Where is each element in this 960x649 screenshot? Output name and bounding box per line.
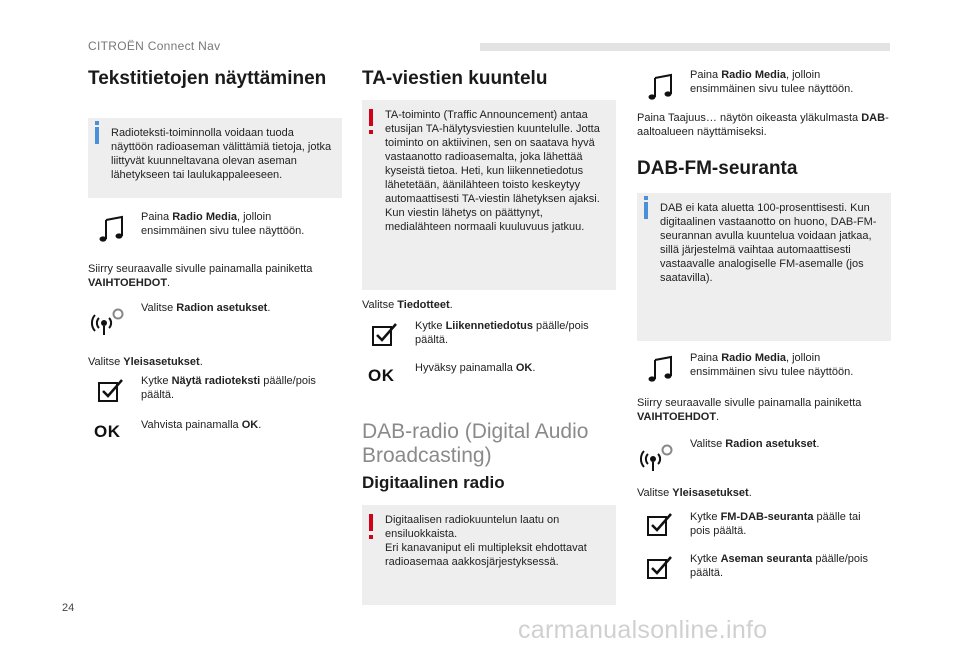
checkbox-icon xyxy=(370,320,406,350)
header-rule xyxy=(480,43,890,51)
step-station-follow: Kytke Aseman seuranta päälle/pois päältä. xyxy=(690,553,868,579)
header-brand: CITROËN Connect Nav xyxy=(88,39,221,53)
para-options: Siirry seuraavalle sivulle painamalla painiketta VAIHTOEHDOT. xyxy=(88,263,313,289)
step-radio-settings: Valitse Radion asetukset. xyxy=(690,438,820,450)
para-general-settings: Valitse Yleisasetukset. xyxy=(88,356,203,368)
step-show-radiotext: Kytke Näytä radioteksti päälle/pois päältä. xyxy=(141,375,316,401)
checkbox-icon xyxy=(645,553,681,583)
info-box-dab-fm xyxy=(637,193,891,341)
warning-icon xyxy=(369,514,373,531)
watermark: carmanualsonline.info xyxy=(518,616,768,644)
step-radio-media: Paina Radio Media, jolloin ensimmäinen sivu tulee näyttöön. xyxy=(690,352,854,378)
para-general-settings: Valitse Yleisasetukset. xyxy=(637,487,752,499)
info-icon xyxy=(95,127,99,144)
ok-icon: OK xyxy=(94,422,121,441)
warning-box-text: Digitaalisen radiokuuntelun laatu on ensiluokkaista. xyxy=(385,514,560,540)
para-dab-band: Paina Taajuus… näytön oikeasta yläkulmasta DAB-aaltoalueen näyttämiseksi. xyxy=(637,112,889,138)
step-fm-dab-follow: Kytke FM-DAB-seuranta päälle tai pois päältä. xyxy=(690,511,861,537)
step-radio-media: Paina Radio Media, jolloin ensimmäinen sivu tulee näyttöön. xyxy=(141,211,305,237)
major-title-dab: DAB-radio (Digital Audio Broadcasting) xyxy=(362,420,589,467)
step-traffic-info: Kytke Liikennetiedotus päälle/pois päältä. xyxy=(415,320,589,346)
info-box-text: Radioteksti-toiminnolla voidaan tuoda näyttöön radioaseman välittämiä tietoja, jotka liittyvät kuunneltavana olevan aseman lähetykseen tai laulukappaleeseen. xyxy=(111,127,332,181)
step-confirm-ok: Vahvista painamalla OK. xyxy=(141,419,262,431)
section-title-radiotext: Tekstitietojen näyttäminen xyxy=(88,68,327,89)
music-note-icon xyxy=(98,214,134,244)
warning-icon xyxy=(369,109,373,126)
para-announcements: Valitse Tiedotteet. xyxy=(362,299,453,311)
warning-box-text: Eri kanavaniput eli multipleksit ehdottavat radioasemaa aakkosjärjestyksessä. xyxy=(385,542,587,568)
step-radio-settings: Valitse Radion asetukset. xyxy=(141,302,271,314)
radio-settings-icon xyxy=(639,442,675,472)
warning-box-text: TA-toiminto (Traffic Announcement) antaa etusijan TA-hälytysviestien kuuntelulle. Jotta toiminto on aktiivinen, sen on saatava hyvä vastaanotto radioasemalta, joka lähettää kyseistä tietoa. Heti, kun liikennetiedotus lähetetään, äänilähteen toisto keskeytyy automaattisesti TA-viestin lähetyksen ajaksi. Kun viestin lähetys on päättynyt, medialähteen normaali kuuluvuus jatkuu. xyxy=(385,109,600,233)
music-note-icon xyxy=(647,72,683,102)
section-title-dab-fm: DAB-FM-seuranta xyxy=(637,158,798,179)
warning-box-ta xyxy=(362,100,616,290)
para-options: Siirry seuraavalle sivulle painamalla painiketta VAIHTOEHDOT. xyxy=(637,397,862,423)
radio-settings-icon xyxy=(90,306,126,336)
info-icon xyxy=(644,202,648,219)
section-title-ta: TA-viestien kuuntelu xyxy=(362,68,548,89)
subtitle-digital-radio: Digitaalinen radio xyxy=(362,473,505,492)
info-box-text: DAB ei kata aluetta 100-prosenttisesti. Kun digitaalinen vastaanotto on huono, DAB-FM-seurannan avulla kuuntelua voidaan jatkaa, sillä järjestelmä vaihtaa automaattisesti vastaavalle analogiselle FM-asemalle (jos saatavilla). xyxy=(660,202,877,284)
step-accept-ok: Hyväksy painamalla OK. xyxy=(415,362,536,374)
ok-icon: OK xyxy=(368,366,395,385)
step-radio-media: Paina Radio Media, jolloin ensimmäinen sivu tulee näyttöön. xyxy=(690,69,854,95)
warning-box-digital xyxy=(362,505,616,605)
page-number: 24 xyxy=(62,602,75,614)
info-box-radiotext xyxy=(88,118,342,198)
checkbox-icon xyxy=(645,510,681,540)
checkbox-icon xyxy=(96,376,132,406)
music-note-icon xyxy=(647,354,683,384)
